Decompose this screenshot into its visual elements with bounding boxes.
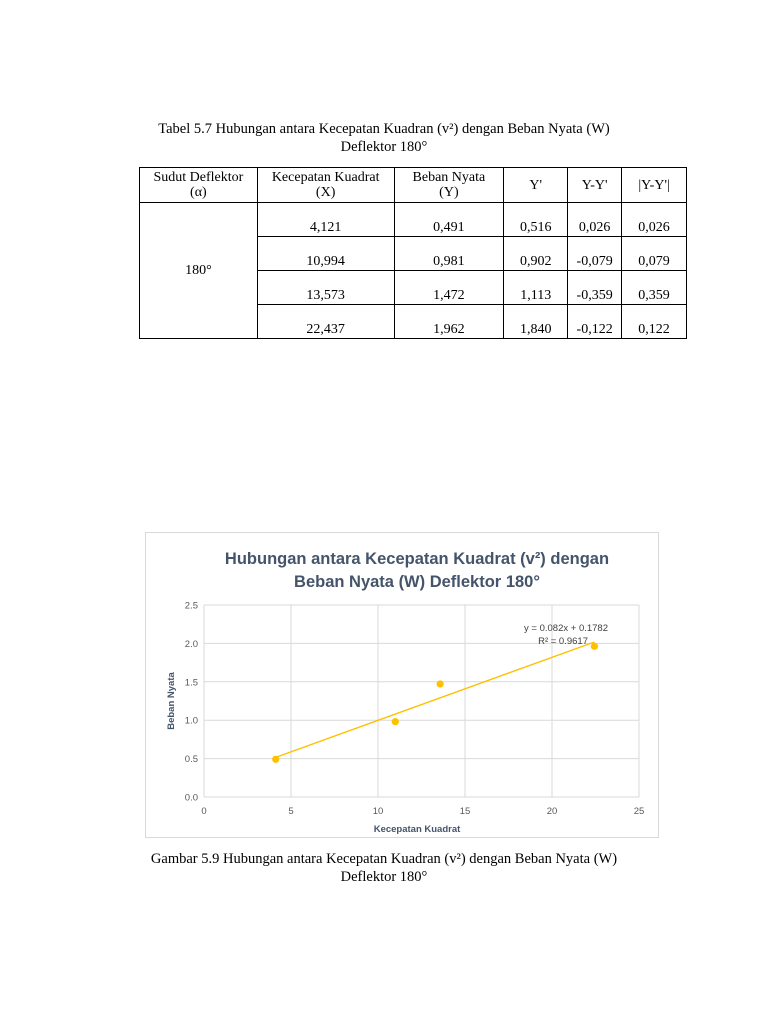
cell: -0,359: [568, 271, 622, 305]
cell: 0,026: [568, 203, 622, 237]
chart-title-line1: Hubungan antara Kecepatan Kuadrat (v²) dengan: [224, 550, 610, 568]
figure-caption: [0, 850, 768, 886]
x-tick-label: 5: [288, 806, 294, 817]
scatter-chart: [146, 533, 658, 837]
x-axis-title: Kecepatan Kuadrat: [373, 824, 461, 835]
cell: 0,902: [504, 237, 568, 271]
y-axis-title: Beban Nyata: [166, 672, 177, 730]
table-caption-line1: Tabel 5.7 Hubungan antara Kecepatan Kuadran (v²) dengan Beban Nyata (W): [158, 121, 610, 137]
y-tick-label: 1.5: [184, 677, 198, 689]
x-tick-label: 0: [201, 806, 207, 817]
header-kecepatan: Kecepatan Kuadrat (X): [257, 168, 394, 203]
table-header-row: [140, 168, 687, 203]
cell: -0,079: [568, 237, 622, 271]
cell: 0,026: [622, 203, 687, 237]
cell: 0,122: [622, 305, 687, 339]
x-tick-label: 10: [372, 806, 384, 817]
y-tick-label: 2.0: [184, 638, 198, 650]
x-tick-label: 25: [633, 806, 645, 817]
table-caption-line2: Deflektor 180°: [340, 139, 428, 155]
data-point: [272, 756, 279, 763]
table-caption: [0, 120, 768, 156]
data-table: [139, 167, 687, 339]
cell: 22,437: [257, 305, 394, 339]
header-y-prime: Y': [504, 168, 568, 203]
cell: 4,121: [257, 203, 394, 237]
table-row: [140, 203, 687, 237]
x-tick-label: 15: [459, 806, 471, 817]
header-y-diff: Y-Y': [568, 168, 622, 203]
cell: 13,573: [257, 271, 394, 305]
data-point: [392, 718, 399, 725]
header-abs-diff: |Y-Y'|: [622, 168, 687, 203]
x-tick-label: 20: [546, 806, 558, 817]
data-point: [591, 643, 598, 650]
figure-caption-line1: Gambar 5.9 Hubungan antara Kecepatan Kuadran (v²) dengan Beban Nyata (W): [150, 851, 618, 867]
y-tick-label: 0.0: [184, 792, 198, 804]
cell: 10,994: [257, 237, 394, 271]
y-tick-label: 1.0: [184, 715, 198, 727]
cell: 0,981: [394, 237, 504, 271]
chart-frame: [145, 532, 659, 838]
cell: -0,122: [568, 305, 622, 339]
cell: 1,472: [394, 271, 504, 305]
trendline: [276, 642, 595, 757]
y-tick-label: 0.5: [184, 754, 198, 766]
trendline-r-squared: R² = 0.9617: [538, 636, 588, 647]
data-point: [437, 680, 444, 687]
cell: 1,962: [394, 305, 504, 339]
figure-caption-line2: Deflektor 180°: [340, 869, 428, 885]
angle-cell: 180°: [140, 203, 258, 339]
cell: 0,516: [504, 203, 568, 237]
header-sudut: Sudut Deflektor (α): [140, 168, 258, 203]
cell: 0,359: [622, 271, 687, 305]
trendline-equation: y = 0.082x + 0.1782: [524, 623, 608, 634]
cell: 0,079: [622, 237, 687, 271]
cell: 1,113: [504, 271, 568, 305]
y-tick-label: 2.5: [184, 600, 198, 612]
cell: 0,491: [394, 203, 504, 237]
header-beban: Beban Nyata (Y): [394, 168, 504, 203]
chart-title-line2: Beban Nyata (W) Deflektor 180°: [294, 573, 540, 591]
cell: 1,840: [504, 305, 568, 339]
